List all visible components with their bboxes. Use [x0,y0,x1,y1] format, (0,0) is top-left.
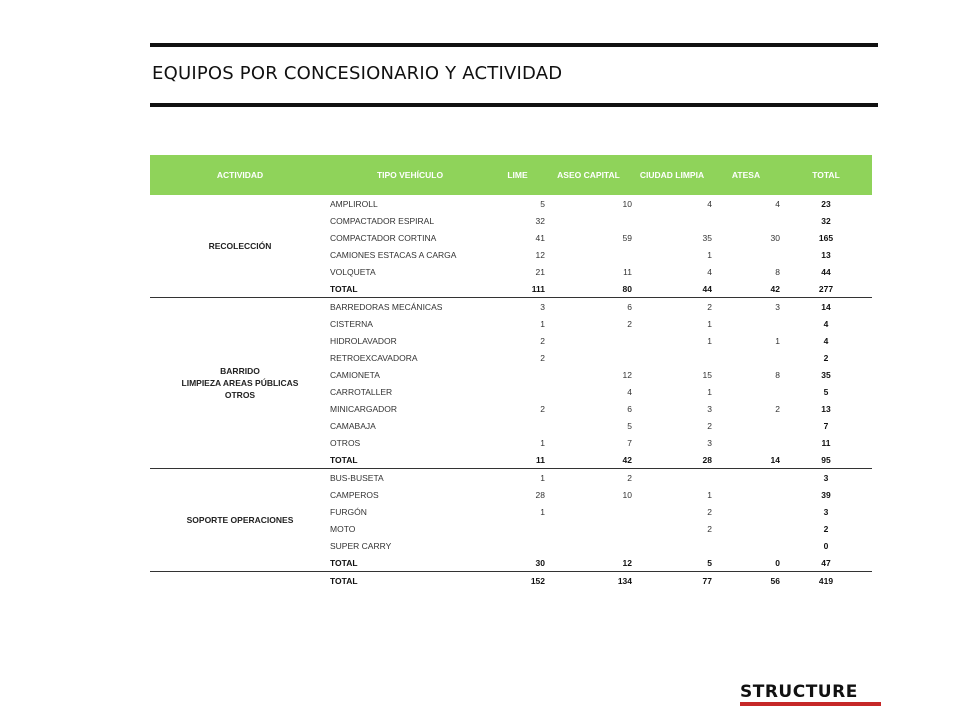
vehicle-type-cell: CISTERNA [330,318,373,329]
aseo-cell: 80 [622,283,632,294]
aseo-cell: 10 [622,489,632,500]
activity-label: OTROS [224,390,256,401]
total-cell: 39 [821,489,831,500]
logo-text: STRUCTURE [740,682,858,702]
atesa-cell: 8 [775,266,780,277]
activity-label: RECOLECCIÓN [208,240,272,251]
total-cell: 2 [823,523,829,534]
vehicle-type-cell: AMPLIROLL [330,198,378,209]
table-row [150,195,872,212]
atesa-cell [712,520,780,537]
lime-cell: 30 [535,557,545,568]
lime-cell: 11 [536,454,545,465]
vehicle-type-cell: COMPACTADOR CORTINA [330,232,437,243]
equipment-table [150,155,872,589]
activity-label: SOPORTE OPERACIONES [186,514,294,525]
ciudad-cell: 1 [707,249,712,260]
atesa-cell: 42 [770,283,780,294]
atesa-cell [712,417,780,434]
ciudad-cell: 35 [702,232,712,243]
grand-total-cell: 419 [780,572,872,590]
total-cell: 4 [823,335,829,346]
lime-cell [490,417,545,434]
ciudad-cell: 2 [707,420,712,431]
total-cell: 5 [823,386,829,397]
ciudad-cell [632,349,712,366]
vehicle-type-cell: HIDROLAVADOR [330,335,397,346]
aseo-cell: 12 [622,557,632,568]
atesa-cell [712,486,780,503]
aseo-cell [545,503,632,520]
grand-total-empty-cell [150,572,330,590]
grand-total-label: TOTAL [330,572,490,590]
atesa-cell: 2 [775,403,780,414]
lime-cell: 1 [540,318,545,329]
lime-cell [490,383,545,400]
ciudad-cell: 4 [707,266,712,277]
aseo-cell: 6 [627,403,632,414]
atesa-cell [712,383,780,400]
vehicle-type-cell: CAMABAJA [330,420,376,431]
total-cell: 3 [823,506,829,517]
total-cell: 2 [823,352,829,363]
total-cell: 32 [821,215,831,226]
total-cell: 95 [821,454,831,465]
grand-aseo-cell: 134 [545,572,632,590]
top-rule [150,43,878,47]
ciudad-cell: 2 [707,523,712,534]
ciudad-cell: 1 [707,335,712,346]
total-cell: 14 [780,298,872,316]
ciudad-cell: 5 [707,557,712,568]
ciudad-cell: 44 [702,283,712,294]
header-lime: LIME [490,155,545,195]
ciudad-cell: 4 [707,198,712,209]
ciudad-cell: 2 [707,506,712,517]
vehicle-type-cell: COMPACTADOR ESPIRAL [330,215,435,226]
atesa-cell: 1 [775,335,780,346]
total-cell: 7 [823,420,829,431]
lime-cell: 111 [531,283,545,294]
table-body [150,195,872,589]
table-row [150,469,872,487]
aseo-cell [545,520,632,537]
total-cell: 13 [821,249,831,260]
total-cell: 3 [780,469,872,487]
vehicle-type-cell: MINICARGADOR [330,403,398,414]
aseo-cell: 59 [622,232,632,243]
aseo-cell [545,246,632,263]
lime-cell: 2 [540,335,545,346]
atesa-cell: 30 [770,232,780,243]
logo-accent-bar [740,702,881,706]
lime-cell: 21 [535,266,545,277]
vehicle-type-cell: CARROTALLER [330,386,393,397]
vehicle-type-cell: RETROEXCAVADORA [330,352,418,363]
total-cell: 11 [821,437,831,448]
vehicle-type-cell: VOLQUETA [330,266,376,277]
total-cell: 13 [821,403,831,414]
vehicle-type-cell: CAMIONES ESTACAS A CARGA [330,249,457,260]
lime-cell: 41 [535,232,545,243]
aseo-cell: 10 [622,198,632,209]
title-underline-rule [150,103,878,107]
ciudad-cell: 1 [707,386,712,397]
ciudad-cell: 2 [632,298,712,316]
vehicle-type-cell: SUPER CARRY [330,540,392,551]
lime-cell [490,366,545,383]
grand-total-row [150,572,872,590]
ciudad-cell: 3 [707,403,712,414]
header-aseo-capital: ASEO CAPITAL [545,155,632,195]
header-ciudad-limpia: CIUDAD LIMPIA [632,155,712,195]
ciudad-cell: 1 [707,318,712,329]
activity-label: BARRIDO [220,365,260,376]
aseo-cell: 11 [623,266,632,277]
lime-cell: 1 [540,437,545,448]
ciudad-cell [632,212,712,229]
aseo-cell: 4 [627,386,632,397]
aseo-cell: 2 [545,469,632,487]
activity-cell [150,298,330,469]
atesa-cell [712,434,780,451]
vehicle-type-cell: TOTAL [330,454,358,465]
ciudad-cell: 3 [707,437,712,448]
lime-cell: 28 [535,489,545,500]
vehicle-type-cell: CAMIONETA [330,369,380,380]
activity-label: LIMPIEZA AREAS PÚBLICAS [181,377,299,388]
aseo-cell: 5 [627,420,632,431]
grand-ciudad-cell: 77 [632,572,712,590]
header-actividad: ACTIVIDAD [150,155,330,195]
atesa-cell [712,503,780,520]
vehicle-type-cell: MOTO [330,523,356,534]
header-tipo-vehiculo: TIPO VEHÍCULO [330,155,490,195]
total-cell: 165 [818,232,834,243]
lime-cell: 2 [540,403,545,414]
table-header-row [150,155,872,195]
atesa-cell: 0 [775,557,780,568]
structure-logo [740,684,882,706]
ciudad-cell [632,537,712,554]
vehicle-type-cell: CAMPEROS [330,489,379,500]
lime-cell: 1 [540,506,545,517]
activity-cell [150,469,330,572]
grand-atesa-cell: 56 [712,572,780,590]
total-cell: 23 [821,198,831,209]
atesa-cell: 8 [775,369,780,380]
total-cell: 277 [818,283,834,294]
total-cell: 44 [821,266,831,277]
header-atesa: ATESA [712,155,780,195]
lime-cell: 3 [490,298,545,316]
atesa-cell [712,537,780,554]
header-total: TOTAL [780,155,872,195]
lime-cell [490,520,545,537]
table-row [150,298,872,316]
total-cell: 35 [821,369,831,380]
atesa-cell [712,349,780,366]
atesa-cell: 3 [712,298,780,316]
lime-cell: 12 [535,249,545,260]
activity-cell [150,195,330,298]
atesa-cell: 4 [775,198,780,209]
vehicle-type-cell: BUS-BUSETA [330,469,490,487]
vehicle-type-cell: TOTAL [330,283,358,294]
lime-cell: 5 [540,198,545,209]
aseo-cell: 42 [622,454,632,465]
vehicle-type-cell: TOTAL [330,557,358,568]
lime-cell: 1 [490,469,545,487]
ciudad-cell: 28 [702,454,712,465]
atesa-cell [712,212,780,229]
vehicle-type-cell: FURGÓN [330,506,367,517]
aseo-cell [545,349,632,366]
aseo-cell [545,332,632,349]
vehicle-type-cell: BARREDORAS MECÁNICAS [330,298,490,316]
atesa-cell [712,246,780,263]
atesa-cell: 14 [770,454,780,465]
aseo-cell [545,212,632,229]
page-title: EQUIPOS POR CONCESIONARIO Y ACTIVIDAD [152,63,563,84]
aseo-cell: 6 [545,298,632,316]
lime-cell: 2 [540,352,545,363]
total-cell: 0 [823,540,829,551]
aseo-cell [545,537,632,554]
lime-cell: 32 [535,215,545,226]
ciudad-cell [632,469,712,487]
grand-lime-cell: 152 [490,572,545,590]
aseo-cell: 2 [627,318,632,329]
total-cell: 4 [823,318,829,329]
aseo-cell: 12 [622,369,632,380]
ciudad-cell: 1 [707,489,712,500]
lime-cell [490,537,545,554]
atesa-cell [712,315,780,332]
aseo-cell: 7 [627,437,632,448]
vehicle-type-cell: OTROS [330,437,361,448]
ciudad-cell: 15 [702,369,712,380]
atesa-cell [712,469,780,487]
total-cell: 47 [821,557,831,568]
